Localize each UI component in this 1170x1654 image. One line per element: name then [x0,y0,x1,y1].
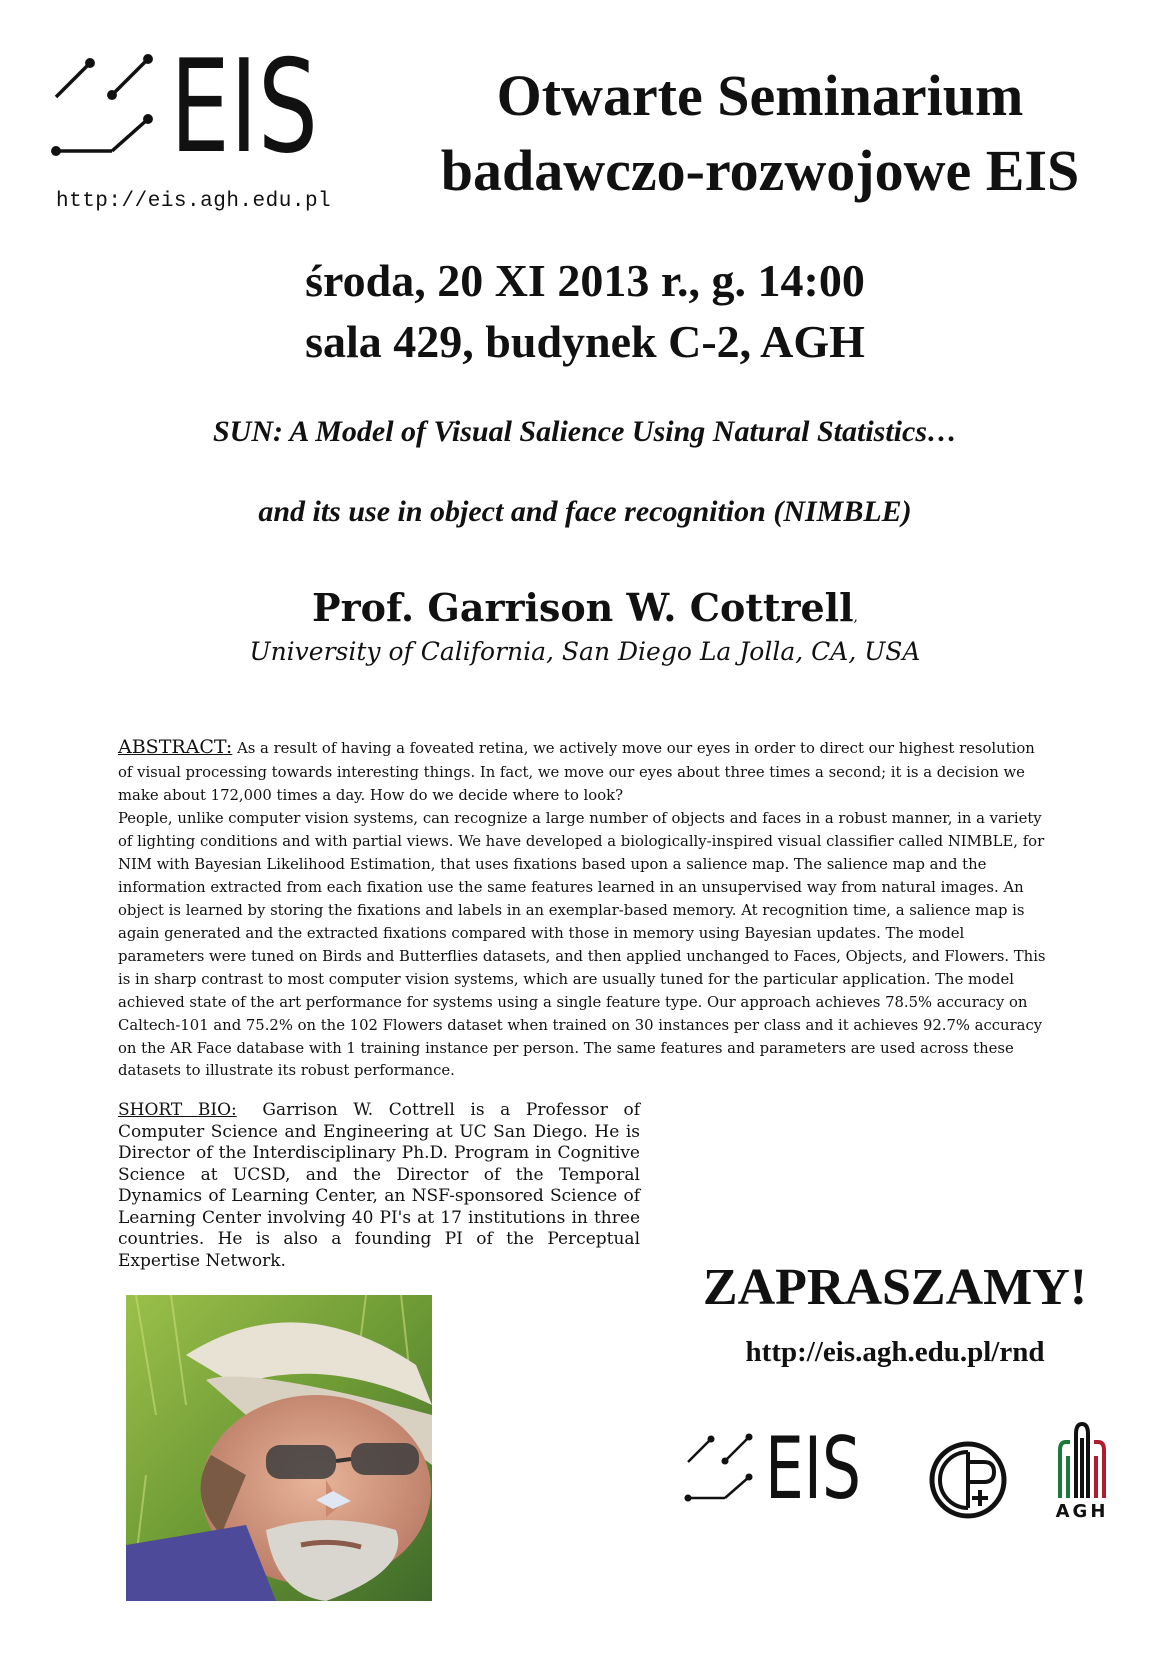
rnd-url[interactable]: http://eis.agh.edu.pl/rnd [745,1336,1045,1368]
event-place: sala 429, budynek C-2, AGH [305,316,865,368]
speaker-affiliation: University of California, San Diego La Jolla, CA, USA [249,637,921,666]
eis-logo [52,33,322,182]
csp-circle-logo [928,1440,1008,1525]
abstract [118,733,1053,1083]
speaker-name-block [0,585,1170,630]
event-date: środa, 20 XI 2013 r., g. 14:00 [305,255,865,306]
talk-title-line1: SUN: A Model of Visual Salience Using Natural Statistics… [212,415,957,448]
seminar-title-line1: Otwarte Seminarium [496,63,1024,128]
short-bio [118,1100,640,1273]
abstract-label: ABSTRACT: [118,736,233,758]
invite-heading: ZAPRASZAMY! [702,1259,1088,1316]
agh-logo-text: AGH [1055,1501,1109,1522]
abstract-para2: People, unlike computer vision systems, can recognize a large number of objects and faces in a robust manner, in a variety of lighting conditions and with partial views. We have developed a biologically-inspired visual classifier called NIMBLE, for NIM with Bayesian Likelihood Estimation, that uses fixations based upon a salience map. The salience map and the information extracted from each fixation use the same features learned in an unsupervised way from natural images. An object is learned by storing the fixations and labels in an exemplar-based memory. At recognition time, a salience map is again generated and the extracted fixations compared with those in memory using Bayesian updates. The model parameters were tuned on Birds and Butterflies datasets, and then applied unchanged to Faces, Objects, and Flowers. This is in sharp contrast to most computer vision systems, which are usually tuned for the particular application. The model achieved state of the art performance for systems using a single feature type. Our approach achieves 78.5% accuracy on Caltech-101 and 75.2% on the 102 Flowers dataset when trained on 30 instances per class and it achieves 92.7% accuracy on the AR Face database with 1 training instance per person. The same features and parameters are used across these datasets to illustrate its robust performance. [118,810,1046,1080]
agh-logo [1052,1420,1112,1503]
bio-text: Garrison W. Cottrell is a Professor of Computer Science and Engineering at UC San Diego. He is Director of the Interdisciplinary Ph.D. Program in Cognitive Science at UCSD, and the Director of the Temporal Dynamics of Learning Center, an NSF-sponsored Science of Learning Center involving 40 PI's at 17 institutions in three countries. He is also a founding PI of the Perceptual Expertise Network. [118,1100,640,1272]
eis-logo-small-text: EIS [765,1419,861,1519]
abstract-para1 [118,733,1053,808]
speaker-name: Prof. Garrison W. Cottrell [312,585,854,630]
speaker-photo [126,1295,432,1601]
abstract-text1: As a result of having a foveated retina, we actively move our eyes in order to direct our highest resolution of visual processing towards interesting things. In fact, we move our eyes about three times a second; it is a decision we make about 172,000 times a day. How do we decide where to look? [118,740,1035,805]
event-details [0,250,1170,372]
speaker-name-suffix: , [853,609,858,625]
seminar-title [400,58,1120,209]
eis-logo-small [685,1419,865,1519]
eis-logo-text: EIS [170,33,318,182]
bio-label: SHORT BIO: [118,1100,237,1120]
eis-url[interactable]: http://eis.agh.edu.pl [56,190,332,213]
seminar-title-line2: badawczo-rozwojowe EIS [440,138,1080,204]
talk-title-line2: and its use in object and face recognition (NIMBLE) [258,495,912,528]
